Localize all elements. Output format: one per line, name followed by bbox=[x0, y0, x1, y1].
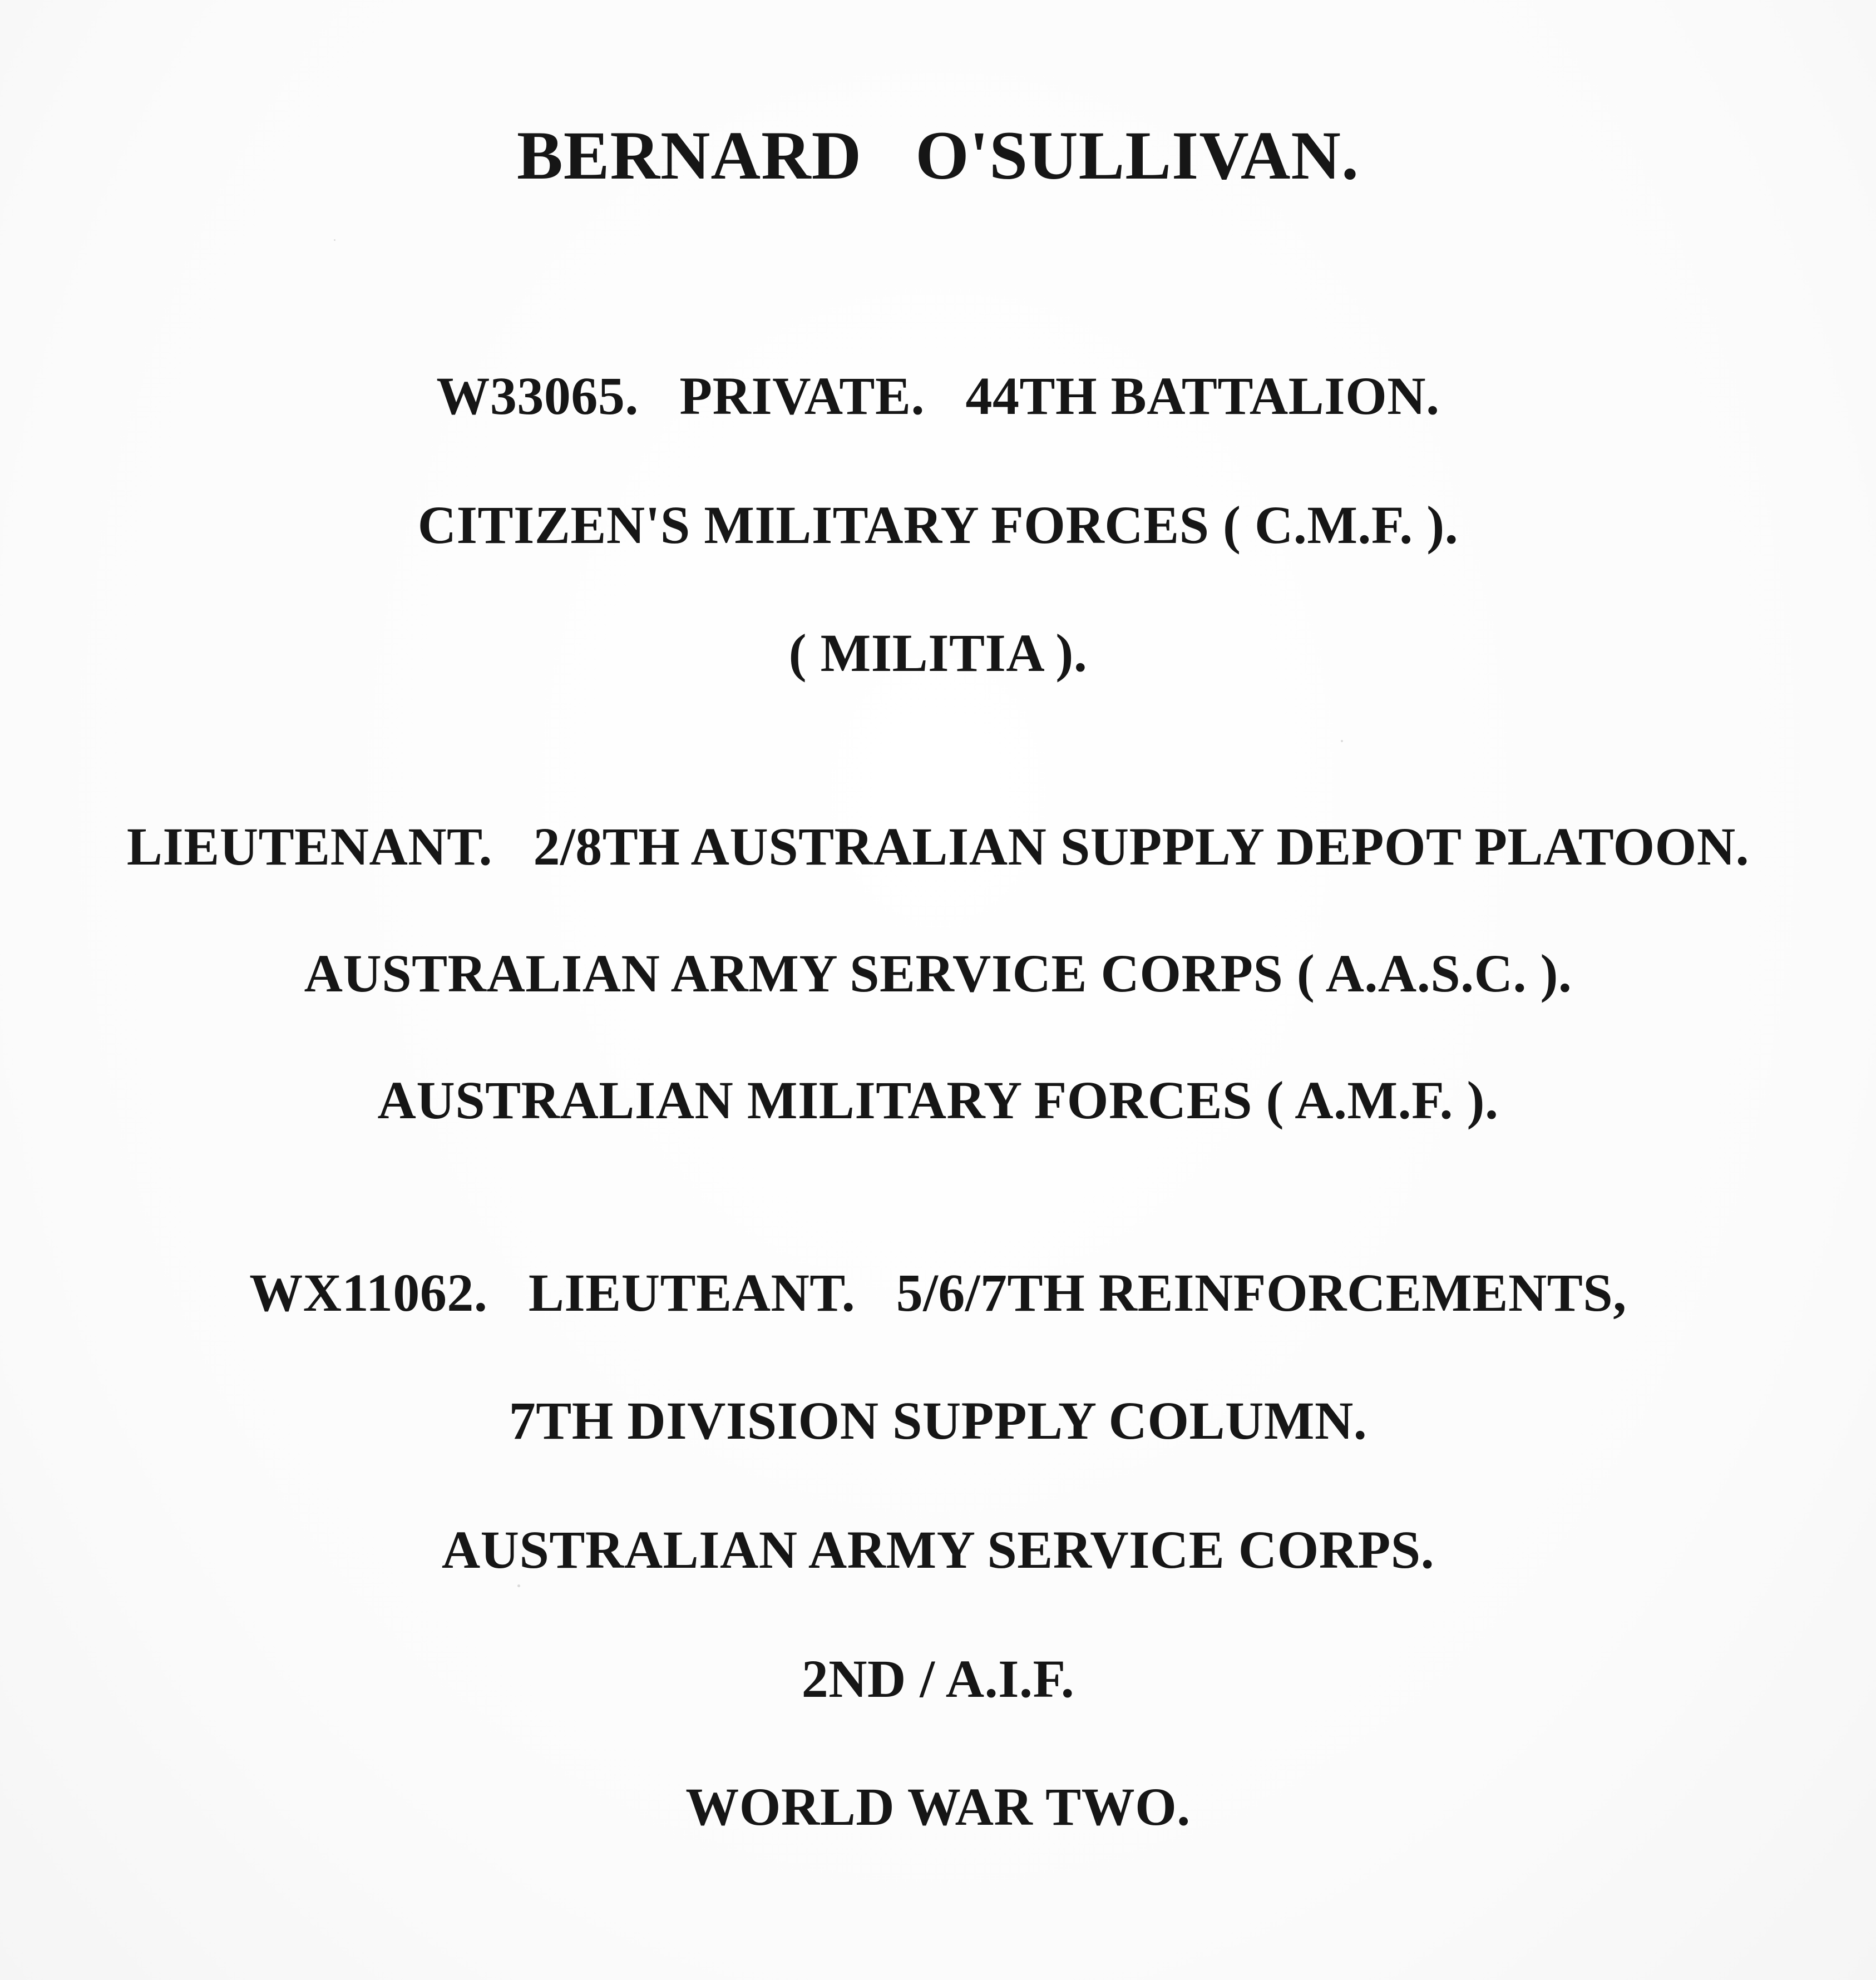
document-title: BERNARD O'SULLIVAN. bbox=[517, 117, 1359, 194]
service-line-11: WORLD WAR TWO. bbox=[685, 1777, 1191, 1836]
paper-speck bbox=[334, 239, 335, 241]
service-line-3: ( MILITIA ). bbox=[788, 623, 1088, 683]
service-line-4: LIEUTENANT. 2/8TH AUSTRALIAN SUPPLY DEPOT PLATOON. bbox=[126, 817, 1750, 876]
service-line-1: W33065. PRIVATE. 44TH BATTALION. bbox=[436, 366, 1440, 426]
paper-speck bbox=[517, 1584, 520, 1587]
service-line-10: 2ND / A.I.F. bbox=[801, 1649, 1075, 1709]
service-line-2: CITIZEN'S MILITARY FORCES ( C.M.F. ). bbox=[417, 495, 1459, 555]
service-line-9: AUSTRALIAN ARMY SERVICE CORPS. bbox=[441, 1520, 1435, 1579]
service-line-5: AUSTRALIAN ARMY SERVICE CORPS ( A.A.S.C. ). bbox=[304, 944, 1572, 1003]
paper-speck bbox=[1341, 740, 1343, 742]
service-line-7: WX11062. LIEUTEANT. 5/6/7TH REINFORCEMENTS, bbox=[249, 1263, 1627, 1322]
service-line-8: 7TH DIVISION SUPPLY COLUMN. bbox=[509, 1391, 1367, 1450]
service-line-6: AUSTRALIAN MILITARY FORCES ( A.M.F. ). bbox=[377, 1070, 1499, 1130]
